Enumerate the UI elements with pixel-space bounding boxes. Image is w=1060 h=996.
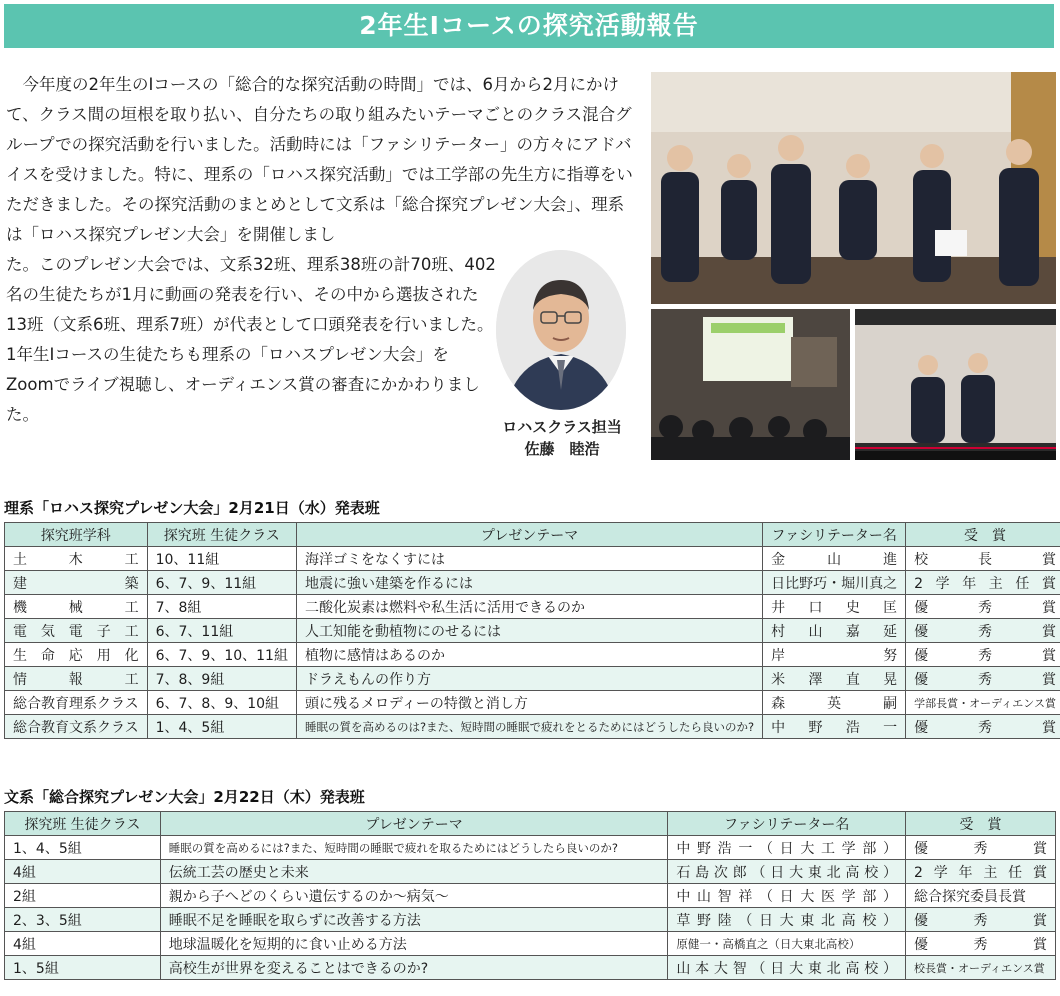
- department-cell: 情報工: [5, 667, 148, 691]
- page-banner: 2年生Iコースの探究活動報告: [4, 4, 1054, 48]
- award-cell: 優秀賞: [906, 908, 1056, 932]
- table-header: プレゼンテーマ: [296, 523, 762, 547]
- portrait-name: 佐藤 睦浩: [524, 440, 600, 458]
- zoom-stream-illustration: [855, 309, 1056, 460]
- department-cell: 建築: [5, 571, 148, 595]
- class-cell: 6、7、9、10、11組: [147, 643, 296, 667]
- table-header: ファシリテーター名: [668, 812, 906, 836]
- award-cell: 優秀賞: [906, 932, 1056, 956]
- science-presentation-table: [4, 522, 1060, 739]
- class-cell: 2組: [5, 884, 161, 908]
- stage-photo-illustration: [651, 72, 1056, 304]
- portrait-illustration: [496, 250, 626, 410]
- facilitator-cell: 森英嗣: [763, 691, 906, 715]
- class-cell: 6、7、11組: [147, 619, 296, 643]
- theme-cell: 睡眠不足を睡眠を取らずに改善する方法: [160, 908, 668, 932]
- theme-cell: 二酸化炭素は燃料や私生活に活用できるのか: [296, 595, 762, 619]
- theme-cell: 海洋ゴミをなくすには: [296, 547, 762, 571]
- class-cell: 4組: [5, 932, 161, 956]
- table-header: 探究班 生徒クラス: [5, 812, 161, 836]
- class-cell: 1、5組: [5, 956, 161, 980]
- table-header: 探究班学科: [5, 523, 148, 547]
- award-cell: 優秀賞: [906, 619, 1060, 643]
- theme-cell: 人工知能を動植物にのせるには: [296, 619, 762, 643]
- facilitator-cell: 日比野巧・堀川真之: [763, 571, 906, 595]
- theme-cell: 植物に感情はあるのか: [296, 643, 762, 667]
- award-cell: 学部長賞・オーディエンス賞: [906, 691, 1060, 715]
- department-cell: 生命応用化: [5, 643, 148, 667]
- theme-cell: 頭に残るメロディーの特徴と消し方: [296, 691, 762, 715]
- department-cell: 総合教育理系クラス: [5, 691, 148, 715]
- table-header: 受 賞: [906, 523, 1060, 547]
- facilitator-cell: 中山智祥（日大医学部）: [668, 884, 906, 908]
- table-row: [5, 715, 1060, 739]
- table-row: [5, 643, 1060, 667]
- facilitator-cell: 山本大智（日大東北高校）: [668, 956, 906, 980]
- stage-photo: [651, 72, 1056, 304]
- zoom-stream-photo: [855, 309, 1056, 460]
- audience-photo: [651, 309, 850, 460]
- table-row: [5, 595, 1060, 619]
- humanities-section-title: 文系「総合探究プレゼン大会」2月22日（木）発表班: [4, 788, 365, 806]
- table-row: [5, 908, 1056, 932]
- class-cell: 10、11組: [147, 547, 296, 571]
- class-cell: 6、7、9、11組: [147, 571, 296, 595]
- theme-cell: 睡眠の質を高めるには?また、短時間の睡眠で疲れを取るためにはどうしたら良いのか?: [160, 836, 668, 860]
- table-row: [5, 691, 1060, 715]
- award-cell: 校長賞・オーディエンス賞: [906, 956, 1056, 980]
- portrait-caption: [488, 416, 636, 460]
- science-section-title: 理系「ロハス探究プレゼン大会」2月21日（水）発表班: [4, 499, 380, 517]
- table-header: プレゼンテーマ: [160, 812, 668, 836]
- department-cell: 機械工: [5, 595, 148, 619]
- table-row: [5, 860, 1056, 884]
- award-cell: 2学年主任賞: [906, 860, 1056, 884]
- class-cell: 6、7、8、9、10組: [147, 691, 296, 715]
- table-row: [5, 667, 1060, 691]
- facilitator-cell: 米澤直晃: [763, 667, 906, 691]
- facilitator-cell: 金山進: [763, 547, 906, 571]
- award-cell: 優秀賞: [906, 836, 1056, 860]
- award-cell: 優秀賞: [906, 667, 1060, 691]
- facilitator-cell: 原健一・高橋直之（日大東北高校）: [668, 932, 906, 956]
- table-row: [5, 547, 1060, 571]
- department-cell: 電気電子工: [5, 619, 148, 643]
- intro-paragraph-narrow: た。このプレゼン大会では、文系32班、理系38班の計70班、402名の生徒たちが1月に動画の発表を行い、その中から選抜された13班（文系6班、理系7班）が代表として口頭発表を行いました。1年生Iコースの生徒たちも理系の「ロハスプレゼン大会」をZoomでライブ視聴し、オーディエンス賞の審査にかかわりました。: [6, 255, 496, 424]
- portrait-role: ロハスクラス担当: [502, 418, 622, 436]
- award-cell: 優秀賞: [906, 595, 1060, 619]
- audience-photo-illustration: [651, 309, 850, 460]
- table-row: [5, 932, 1056, 956]
- award-cell: 総合探究委員長賞: [906, 884, 1056, 908]
- table-row: [5, 956, 1056, 980]
- table-row: [5, 884, 1056, 908]
- facilitator-cell: 岸努: [763, 643, 906, 667]
- facilitator-cell: 村山嘉延: [763, 619, 906, 643]
- theme-cell: ドラえもんの作り方: [296, 667, 762, 691]
- award-cell: 優秀賞: [906, 643, 1060, 667]
- table-header: ファシリテーター名: [763, 523, 906, 547]
- theme-cell: 親から子へどのくらい遺伝するのか～病気～: [160, 884, 668, 908]
- table-header: 探究班 生徒クラス: [147, 523, 296, 547]
- class-cell: 1、4、5組: [147, 715, 296, 739]
- theme-cell: 伝統工芸の歴史と未来: [160, 860, 668, 884]
- facilitator-cell: 中野浩一: [763, 715, 906, 739]
- department-cell: 総合教育文系クラス: [5, 715, 148, 739]
- facilitator-cell: 石島次郎（日大東北高校）: [668, 860, 906, 884]
- class-cell: 1、4、5組: [5, 836, 161, 860]
- department-cell: 土木工: [5, 547, 148, 571]
- facilitator-cell: 井口史匡: [763, 595, 906, 619]
- theme-cell: 睡眠の質を高めるのは?また、短時間の睡眠で疲れをとるためにはどうしたら良いのか?: [296, 715, 762, 739]
- facilitator-cell: 草野陸（日大東北高校）: [668, 908, 906, 932]
- table-row: [5, 619, 1060, 643]
- theme-cell: 地震に強い建築を作るには: [296, 571, 762, 595]
- humanities-presentation-table: [4, 811, 1056, 980]
- award-cell: 2学年主任賞: [906, 571, 1060, 595]
- class-cell: 7、8組: [147, 595, 296, 619]
- teacher-portrait: [496, 250, 626, 410]
- facilitator-cell: 中野浩一（日大工学部）: [668, 836, 906, 860]
- table-header: 受 賞: [906, 812, 1056, 836]
- table-row: [5, 836, 1056, 860]
- theme-cell: 地球温暖化を短期的に食い止める方法: [160, 932, 668, 956]
- award-cell: 校長賞: [906, 547, 1060, 571]
- award-cell: 優秀賞: [906, 715, 1060, 739]
- intro-paragraph-wide: 今年度の2年生のIコースの「総合的な探究活動の時間」では、6月から2月にかけて、クラス間の垣根を取り払い、自分たちの取り組みたいテーマごとのクラス混合グループでの探究活動を行いました。活動時には「ファシリテーター」の方々にアドバイスを受けました。特に、理系の「ロハス探究活動」では工学部の先生方に指導をいただきました。その探究活動のまとめとして文系は「総合探究プレゼン大会」、理系は「ロハス探究プレゼン大会」を開催しまし: [6, 75, 633, 244]
- table-row: [5, 571, 1060, 595]
- class-cell: 2、3、5組: [5, 908, 161, 932]
- class-cell: 4組: [5, 860, 161, 884]
- theme-cell: 高校生が世界を変えることはできるのか?: [160, 956, 668, 980]
- class-cell: 7、8、9組: [147, 667, 296, 691]
